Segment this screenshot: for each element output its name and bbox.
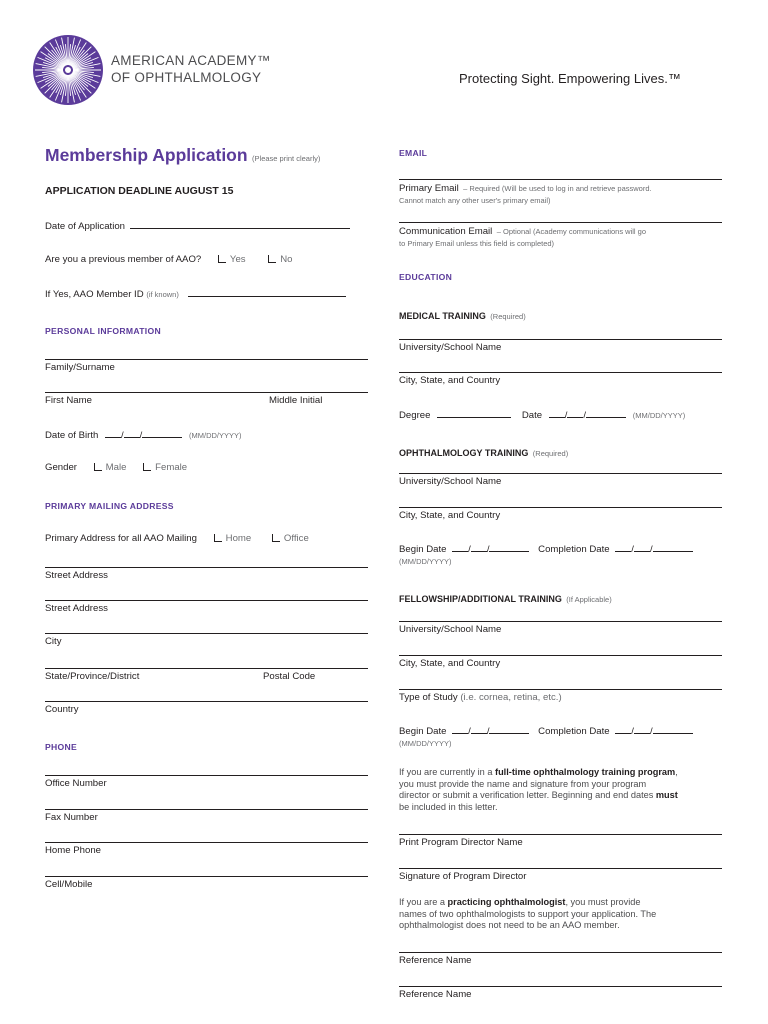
office-checkbox[interactable] xyxy=(272,534,280,542)
ophth-dates-row: Begin Date / / Completion Date / / xyxy=(399,543,693,555)
para1-a: If you are currently in a xyxy=(399,767,496,777)
home-phone-label: Home Phone xyxy=(45,845,101,856)
para1-e: director or submit a verification letter. Beginning and end dates xyxy=(399,790,656,801)
primary-email-field[interactable] xyxy=(399,179,722,180)
para1-f: must xyxy=(655,790,678,801)
date-of-application-field[interactable] xyxy=(130,220,350,229)
ophth-begin-year[interactable] xyxy=(489,543,529,552)
sig-director-field[interactable] xyxy=(399,868,722,869)
cell-field[interactable] xyxy=(45,876,368,877)
first-name-label: First Name xyxy=(45,395,92,406)
ophth-completion-day[interactable] xyxy=(634,543,650,552)
street2-field[interactable] xyxy=(45,600,368,601)
reference-paragraph xyxy=(399,897,729,932)
date-label: Date xyxy=(521,410,543,421)
home-checkbox[interactable] xyxy=(214,534,222,542)
postal-code-label: Postal Code xyxy=(263,671,316,682)
primary-address-row xyxy=(45,533,309,544)
ophth-completion-label: Completion Date xyxy=(538,544,610,555)
city1-label: City, State, and Country xyxy=(399,375,501,386)
univ2-field[interactable] xyxy=(399,473,722,474)
no-checkbox[interactable] xyxy=(268,255,276,263)
date-of-application-label: Date of Application xyxy=(45,221,126,232)
previous-member-row xyxy=(45,254,293,265)
comm-email-label: Communication Email xyxy=(399,226,493,237)
fellowship-completion-day[interactable] xyxy=(634,725,650,734)
para2-c: , you must provide xyxy=(565,897,641,907)
print-director-field[interactable] xyxy=(399,834,722,835)
office-number-label: Office Number xyxy=(45,778,107,789)
state-label: State/Province/District xyxy=(45,671,140,682)
mailing-address-heading: PRIMARY MAILING ADDRESS xyxy=(45,501,174,511)
date-of-application-row xyxy=(45,220,363,232)
medical-training-row xyxy=(399,306,526,324)
fellowship-begin-month[interactable] xyxy=(452,725,468,734)
fellowship-begin-label: Begin Date xyxy=(399,726,447,737)
univ1-field[interactable] xyxy=(399,339,722,340)
para2-a: If you are a xyxy=(399,897,448,907)
ref2-field[interactable] xyxy=(399,986,722,987)
home-phone-field[interactable] xyxy=(45,842,368,843)
comm-email-block xyxy=(399,225,646,249)
city-label: City xyxy=(45,636,62,647)
dob-label: Date of Birth xyxy=(45,430,99,441)
street2-label: Street Address xyxy=(45,603,108,614)
home-label: Home xyxy=(225,533,252,544)
para1-g: be included in this letter. xyxy=(399,801,498,812)
dob-day-field[interactable] xyxy=(124,429,140,438)
yes-label: Yes xyxy=(229,254,246,265)
comm-email-note2: to Primary Email unless this field is completed) xyxy=(399,239,555,248)
fellowship-completion-month[interactable] xyxy=(615,725,631,734)
para1-d: you must provide the name and signature from your program xyxy=(399,778,647,789)
dob-row: Date of Birth / / (MM/DD/YYYY) xyxy=(45,430,242,441)
comm-email-field[interactable] xyxy=(399,222,722,223)
male-checkbox[interactable] xyxy=(94,463,102,471)
no-label: No xyxy=(280,254,293,265)
member-id-row xyxy=(45,288,346,300)
degree-day-field[interactable] xyxy=(567,409,583,418)
member-id-field[interactable] xyxy=(188,288,346,297)
dob-format: (MM/DD/YYYY) xyxy=(189,431,242,440)
type-of-study-label: Type of Study xyxy=(399,692,458,703)
city2-field[interactable] xyxy=(399,507,722,508)
univ1-label: University/School Name xyxy=(399,342,502,353)
previous-member-label: Are you a previous member of AAO? xyxy=(45,254,202,265)
fax-number-field[interactable] xyxy=(45,809,368,810)
para1-c: , xyxy=(675,767,678,777)
para2-d: names of two ophthalmologists to support your application. The xyxy=(399,908,657,919)
primary-address-label: Primary Address for all AAO Mailing xyxy=(45,533,197,544)
female-label: Female xyxy=(155,462,188,473)
degree-month-field[interactable] xyxy=(549,409,565,418)
fax-number-label: Fax Number xyxy=(45,812,98,823)
form-title-note: (Please print clearly) xyxy=(252,154,321,163)
ophth-begin-label: Begin Date xyxy=(399,544,447,555)
primary-email-label: Primary Email xyxy=(399,183,459,194)
print-director-label: Print Program Director Name xyxy=(399,837,523,848)
ophth-begin-month[interactable] xyxy=(452,543,468,552)
medical-training-required: (Required) xyxy=(490,312,526,321)
fellowship-dates-row: Begin Date / / Completion Date / / xyxy=(399,725,693,737)
city3-field[interactable] xyxy=(399,655,722,656)
degree-field[interactable] xyxy=(437,409,511,418)
gender-row xyxy=(45,462,187,473)
comm-email-note1: – Optional (Academy communications will go xyxy=(496,227,646,236)
family-surname-field[interactable] xyxy=(45,359,368,360)
dob-month-field[interactable] xyxy=(105,429,121,438)
medical-training-label: MEDICAL TRAINING xyxy=(399,311,486,321)
para1-b: full-time ophthalmology training program xyxy=(495,767,676,777)
type-of-study-row xyxy=(399,692,562,703)
type-of-study-note: (i.e. cornea, retina, etc.) xyxy=(460,692,562,703)
degree-year-field[interactable] xyxy=(586,409,626,418)
fellowship-note: (If Applicable) xyxy=(566,595,612,604)
member-id-label: If Yes, AAO Member ID xyxy=(45,289,144,300)
state-postal-field[interactable] xyxy=(45,668,368,669)
primary-email-note1: – Required (Will be used to log in and retrieve password. xyxy=(463,184,652,193)
ophth-completion-year[interactable] xyxy=(653,543,693,552)
ref2-label: Reference Name xyxy=(399,989,472,1000)
ophth-training-label: OPHTHALMOLOGY TRAINING xyxy=(399,448,529,458)
training-paragraph xyxy=(399,767,729,813)
city3-label: City, State, and Country xyxy=(399,658,501,669)
gender-label: Gender xyxy=(45,462,77,473)
form-title: Membership Application xyxy=(45,145,248,165)
middle-initial-label: Middle Initial xyxy=(269,395,323,406)
univ3-field[interactable] xyxy=(399,621,722,622)
education-heading: EDUCATION xyxy=(399,272,453,282)
fellowship-begin-day[interactable] xyxy=(471,725,487,734)
org-name-line2: OF OPHTHALMOLOGY xyxy=(111,70,262,85)
city1-field[interactable] xyxy=(399,372,722,373)
aao-logo-icon xyxy=(32,34,104,106)
para2-b: practicing ophthalmologist xyxy=(447,897,566,907)
para2-e: ophthalmologist does not need to be an AAO member. xyxy=(399,920,620,931)
fellowship-completion-year[interactable] xyxy=(653,725,693,734)
org-name-line1: AMERICAN ACADEMY™ xyxy=(111,53,271,68)
street1-label: Street Address xyxy=(45,570,108,581)
primary-email-note2: Cannot match any other user's primary email) xyxy=(399,196,551,205)
city2-label: City, State, and Country xyxy=(399,510,501,521)
ref1-label: Reference Name xyxy=(399,955,472,966)
city-field[interactable] xyxy=(45,633,368,634)
degree-label: Degree xyxy=(399,410,431,421)
type-of-study-field[interactable] xyxy=(399,689,722,690)
ophth-completion-month[interactable] xyxy=(615,543,631,552)
fellowship-completion-label: Completion Date xyxy=(538,726,610,737)
personal-info-heading: PERSONAL INFORMATION xyxy=(45,326,161,336)
cell-label: Cell/Mobile xyxy=(45,879,93,890)
country-field[interactable] xyxy=(45,701,368,702)
family-surname-label: Family/Surname xyxy=(45,362,115,373)
yes-checkbox[interactable] xyxy=(218,255,226,263)
fellowship-date-format: (MM/DD/YYYY) xyxy=(399,739,452,748)
degree-date-format: (MM/DD/YYYY) xyxy=(632,411,686,420)
name-field[interactable] xyxy=(45,392,368,393)
deadline: APPLICATION DEADLINE AUGUST 15 xyxy=(45,185,234,197)
ref1-field[interactable] xyxy=(399,952,722,953)
email-heading: EMAIL xyxy=(399,148,428,158)
sig-director-label: Signature of Program Director xyxy=(399,871,527,882)
fellowship-begin-year[interactable] xyxy=(489,725,529,734)
office-label: Office xyxy=(283,533,309,544)
primary-email-block xyxy=(399,182,652,206)
office-number-field[interactable] xyxy=(45,775,368,776)
female-checkbox[interactable] xyxy=(143,463,151,471)
univ3-label: University/School Name xyxy=(399,624,502,635)
ophth-training-row xyxy=(399,443,568,461)
form-title-row xyxy=(45,145,320,166)
ophth-training-required: (Required) xyxy=(532,449,569,458)
fellowship-row xyxy=(399,589,612,607)
ophth-begin-day[interactable] xyxy=(471,543,487,552)
member-id-note: (if known) xyxy=(146,290,179,299)
tagline: Protecting Sight. Empowering Lives.™ xyxy=(459,71,681,86)
ophth-date-format: (MM/DD/YYYY) xyxy=(399,557,452,566)
org-name xyxy=(111,52,271,86)
country-label: Country xyxy=(45,704,79,715)
univ2-label: University/School Name xyxy=(399,476,502,487)
dob-year-field[interactable] xyxy=(142,429,182,438)
degree-row: Degree Date / / (MM/DD/YYYY) xyxy=(399,410,686,421)
street1-field[interactable] xyxy=(45,567,368,568)
male-label: Male xyxy=(105,462,127,473)
fellowship-label: FELLOWSHIP/ADDITIONAL TRAINING xyxy=(399,594,562,604)
phone-heading: PHONE xyxy=(45,742,78,752)
